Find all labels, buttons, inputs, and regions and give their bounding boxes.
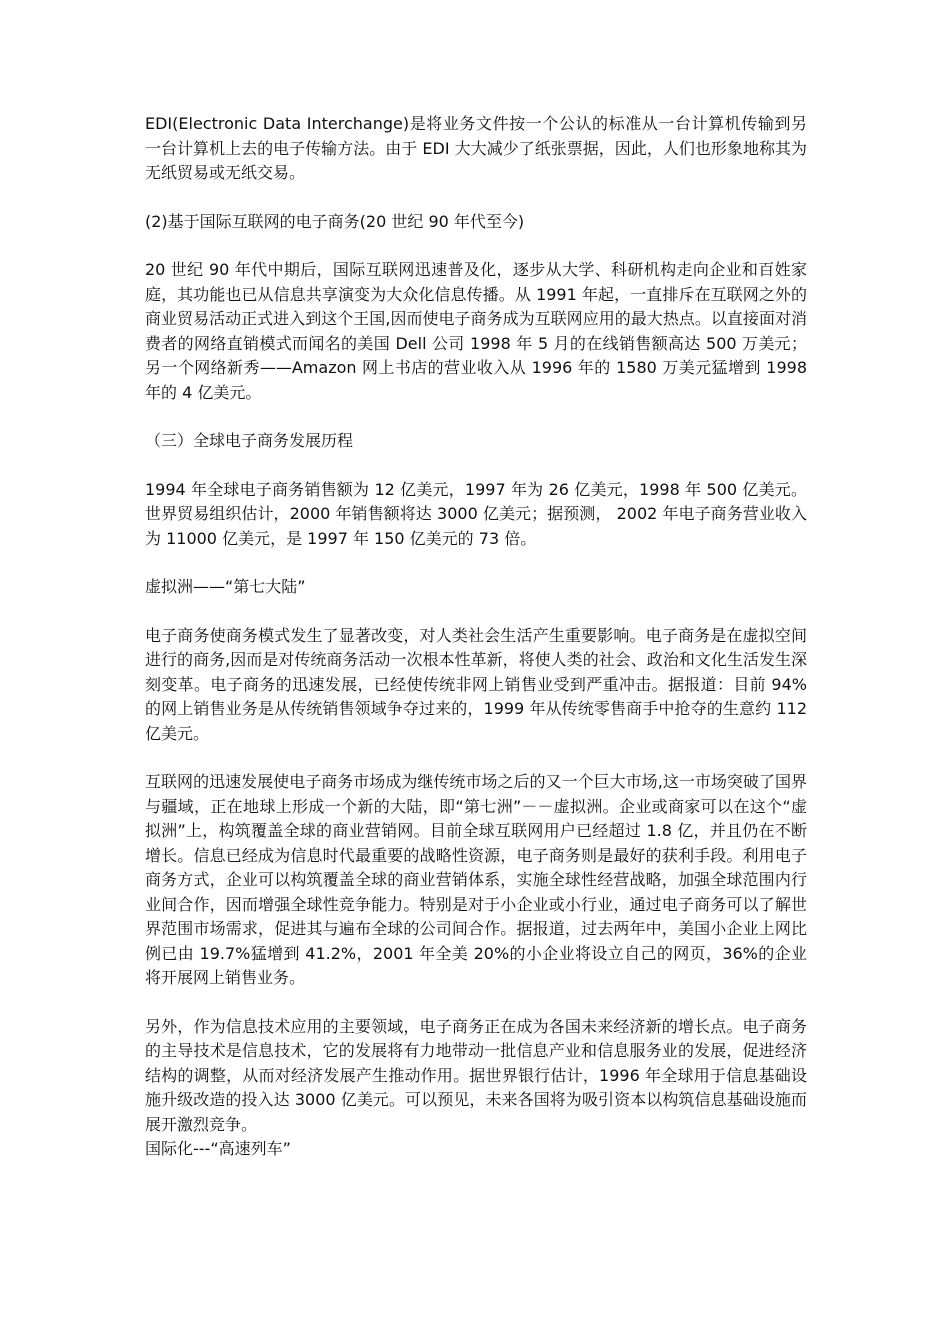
paragraph-economic-growth: 另外，作为信息技术应用的主要领域，电子商务正在成为各国未来经济新的增长点。电子商务的主导技术是信息技术，它的发展将有力地带动一批信息产业和信息服务业的发展，促进经济结构的调整，从而对经济发展产生推动作用。据世界银行估计，1996 年全球用于信息基础设施升级改造的投入达 3000 亿美元。可以预见，未来各国将为吸引资本以构筑信息基础设施而展开激烈竞争。 xyxy=(145,1016,807,1134)
paragraph-business-model-change: 电子商务使商务模式发生了显著改变，对人类社会生活产生重要影响。电子商务是在虚拟空间进行的商务,因而是对传统商务活动一次根本性革新，将使人类的社会、政治和文化生活发生深刻变革。电子商务的迅速发展，已经使传统非网上销售业受到严重冲击。据报道：目前 94%的网上销售业务是从传统销售领域争夺过来的，1999 年从传统零售商手中抢夺的生意约 112 亿美元。 xyxy=(145,625,807,743)
heading-virtual-continent: 虚拟洲——“第七大陆” xyxy=(145,577,306,596)
heading-internationalization: 国际化---“高速列车” xyxy=(145,1139,291,1158)
paragraph-global-sales: 1994 年全球电子商务销售额为 12 亿美元，1997 年为 26 亿美元，1998 年 500 亿美元。世界贸易组织估计，2000 年销售额将达 3000 亿美元；据预测， 2002 年电子商务营业收入为 11000 亿美元，是 1997 年 150 亿美元的 73 倍。 xyxy=(145,479,807,548)
paragraph-seventh-continent: 互联网的迅速发展使电子商务市场成为继传统市场之后的又一个巨大市场,这一市场突破了国界与疆域，正在地球上形成一个新的大陆，即“第七洲”－－虚拟洲。企业或商家可以在这个“虚拟洲”上，构筑覆盖全球的商业营销网。目前全球互联网用户已经超过 1.8 亿，并且仍在不断增长。信息已经成为信息时代最重要的战略性资源，电子商务则是最好的获利手段。利用电子商务方式，企业可以构筑覆盖全球的商业营销体系，实施全球性经营战略，加强全球范围内行业间合作，因而增强全球性竞争能力。特别是对于小企业或小行业，通过电子商务可以了解世界范围市场需求，促进其与遍布全球的公司间合作。据报道，过去两年中，美国小企业上网比例已由 19.7%猛增到 41.2%，2001 年全美 20%的小企业将设立自己的网页，36%的企业将开展网上销售业务。 xyxy=(145,772,807,987)
heading-global-history: （三）全球电子商务发展历程 xyxy=(145,431,354,450)
paragraph-internet-growth: 20 世纪 90 年代中期后，国际互联网迅速普及化，逐步从大学、科研机构走向企业和百姓家庭，其功能也已从信息共享演变为大众化信息传播。从 1991 年起，一直排斥在互联网之外的商业贸易活动正式进入到这个王国,因而使电子商务成为互联网应用的最大热点。以直接面对消费者的网络直销模式而闻名的美国 Dell 公司 1998 年 5 月的在线销售额高达 500 万美元；另一个网络新秀——Amazon 网上书店的营业收入从 1996 年的 1580 万美元猛增到 1998 年的 4 亿美元。 xyxy=(145,260,807,402)
heading-internet-ecommerce: (2)基于国际互联网的电子商务(20 世纪 90 年代至今) xyxy=(145,211,525,231)
paragraph-edi-definition: EDI(Electronic Data Interchange)是将业务文件按一个公认的标准从一台计算机传输到另一台计算机上去的电子传输方法。由于 EDI 大大减少了纸张票据，因此，人们也形象地称其为无纸贸易或无纸交易。 xyxy=(145,114,807,182)
document-page xyxy=(145,112,807,1162)
